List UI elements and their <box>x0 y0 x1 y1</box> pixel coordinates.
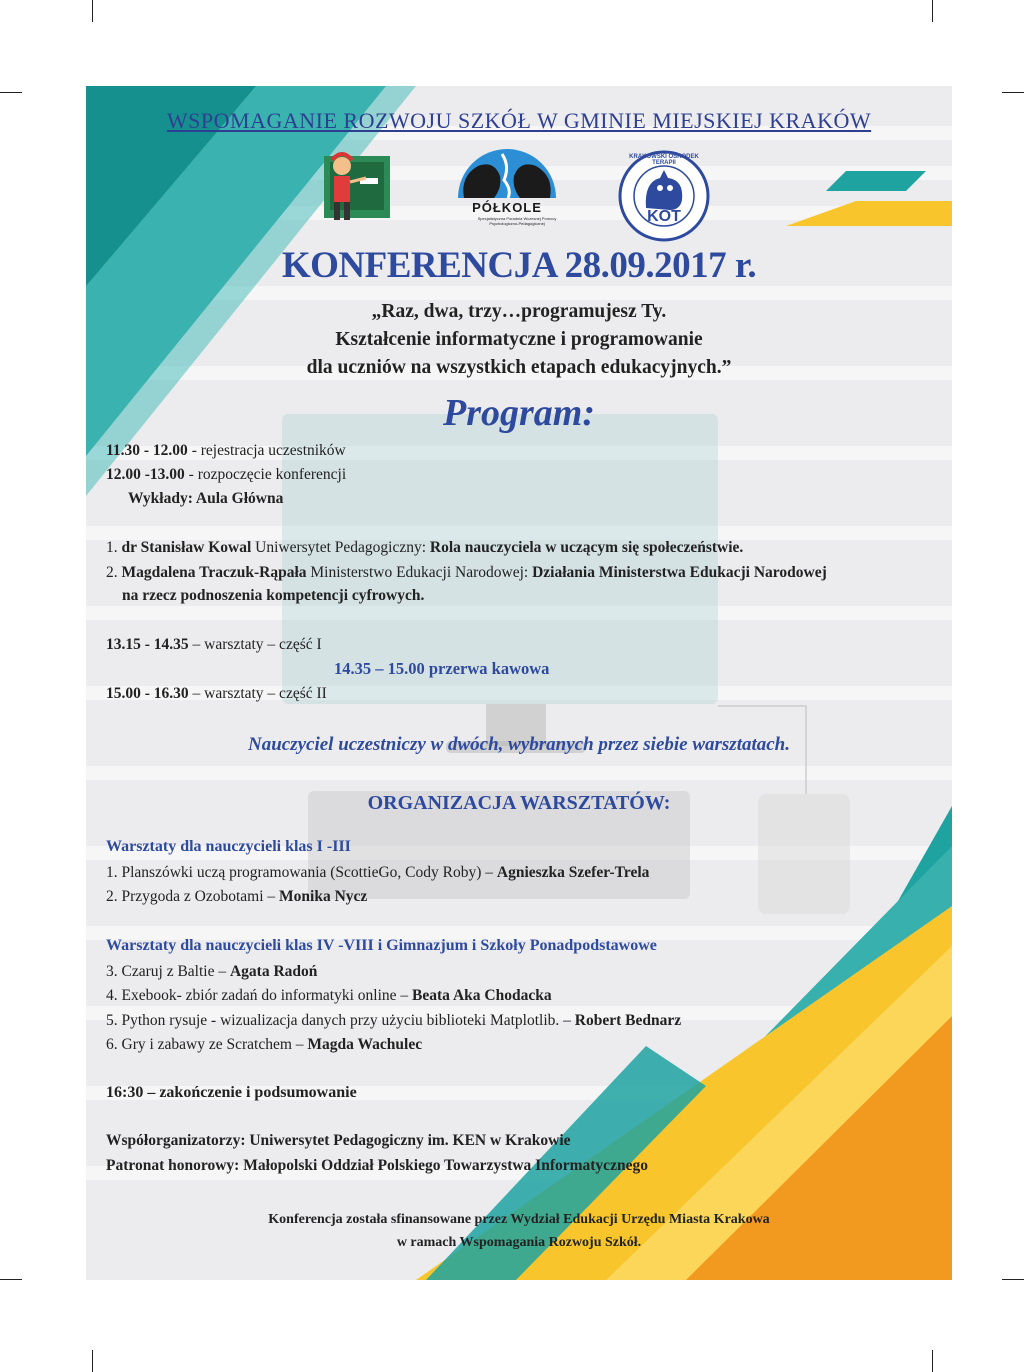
workshop-item <box>106 887 367 907</box>
schedule-text: – warsztaty – część II <box>188 685 327 702</box>
talk-title: Działania Ministerstwa Edukacji Narodowej <box>532 564 827 581</box>
polkole-name: PÓŁKOLE <box>472 200 542 215</box>
group-1-heading: Warsztaty dla nauczycieli klas I -III <box>106 838 351 855</box>
talk-1 <box>106 538 743 558</box>
workshop-author: Monika Nycz <box>279 888 368 905</box>
co-organizers-label: Współorganizatorzy: <box>106 1132 250 1149</box>
subtitle-line: Kształcenie informatyczne i programowanie <box>335 329 703 350</box>
workshop-title: 3. Czaruj z Baltie – <box>106 963 230 980</box>
workshop-item <box>106 863 649 883</box>
conference-subtitle <box>86 298 952 382</box>
talk-2-title-cont: na rzecz podnoszenia kompetencji cyfrowych. <box>122 587 425 604</box>
crop-mark <box>0 92 22 93</box>
time-label: 13.15 - 14.35 <box>106 636 189 653</box>
kot-name: KOT <box>647 208 681 225</box>
schedule-opening <box>106 465 346 485</box>
time-label: 15.00 - 16.30 <box>106 685 189 702</box>
honorary-patronage <box>106 1156 648 1176</box>
schedule-text: – warsztaty – część I <box>188 636 322 653</box>
polkole-subtitle: Specjalistyczna Poradnia Wczesnej Pomocy Psychologiczno-Pedagogicznej <box>477 216 557 226</box>
coffee-break: 14.35 – 15.00 przerwa kawowa <box>334 659 550 678</box>
workshop-item <box>106 986 552 1006</box>
co-organizers-value: Uniwersytet Pedagogiczny im. KEN w Krakowie <box>249 1132 571 1149</box>
participation-note: Nauczyciel uczestniczy w dwóch, wybranych przez siebie warsztatach. <box>247 734 791 755</box>
time-label: 11.30 - 12.00 <box>106 442 188 459</box>
workshop-title: 6. Gry i zabawy ze Scratchem – <box>106 1036 308 1053</box>
workshop-title: 5. Python rysuje - wizualizacja danych przy użyciu biblioteki Matplotlib. – <box>106 1012 575 1029</box>
co-organizers <box>106 1131 571 1151</box>
funding-line: w ramach Wspomagania Rozwoju Szkół. <box>396 1235 642 1250</box>
flyer-page <box>86 86 952 1280</box>
crop-mark <box>1002 1279 1024 1280</box>
workshop-session-2 <box>106 684 327 704</box>
workshop-author: Agata Radoń <box>229 963 318 980</box>
workshop-author: Robert Bednarz <box>574 1012 682 1029</box>
workshop-title: 1. Planszówki uczą programowania (ScottieGo, Cody Roby) – <box>106 864 497 881</box>
talk-2 <box>106 563 827 583</box>
workshop-author: Beata Aka Chodacka <box>412 987 552 1004</box>
organization-title: ORGANIZACJA WARSZTATÓW: <box>367 792 671 814</box>
group-2-heading: Warsztaty dla nauczycieli klas IV -VIII i Gimnazjum i Szkoły Ponadpodstawowe <box>106 937 657 954</box>
kot-ring-text: KRAKOWSKI OŚRODEK TERAPII <box>629 154 699 166</box>
funding-line: Konferencja została sfinansowane przez Wydział Edukacji Urzędu Miasta Krakowa <box>268 1212 770 1227</box>
subtitle-line: dla uczniów na wszystkich etapach edukacyjnych.” <box>306 357 732 378</box>
polkole-logo <box>454 146 560 230</box>
crop-mark <box>92 0 93 22</box>
workshop-title: 4. Exebook- zbiór zadań do informatyki online – <box>106 987 413 1004</box>
crop-mark <box>932 0 933 22</box>
school-logo <box>314 148 396 230</box>
workshop-title: 2. Przygoda z Ozobotami – <box>106 888 280 905</box>
schedule-registration <box>106 441 346 461</box>
workshop-item <box>106 962 317 982</box>
talk-speaker: Magdalena Traczuk-Rąpała <box>121 564 307 581</box>
patronage-value: Małopolski Oddział Polskiego Towarzystwa Informatycznego <box>243 1157 648 1174</box>
schedule-text: - rejestracja uczestników <box>187 442 346 459</box>
workshop-item <box>106 1035 422 1055</box>
talk-number: 1. <box>106 539 122 556</box>
kot-logo <box>616 148 712 244</box>
teacher-board-icon <box>314 148 396 230</box>
crop-mark <box>932 1350 933 1372</box>
time-label: 12.00 -13.00 <box>106 466 185 483</box>
closing-line: 16:30 – zakończenie i podsumowanie <box>106 1084 357 1101</box>
talk-org: Uniwersytet Pedagogiczny: <box>251 539 430 556</box>
talk-number: 2. <box>106 564 122 581</box>
crop-mark <box>1002 92 1024 93</box>
workshop-author: Agnieszka Szefer-Trela <box>496 864 650 881</box>
schedule-text: - rozpoczęcie konferencji <box>184 466 347 483</box>
crop-mark <box>92 1350 93 1372</box>
patronage-label: Patronat honorowy: <box>106 1157 244 1174</box>
talk-org: Ministerstwo Edukacji Narodowej: <box>306 564 533 581</box>
header-title: WSPOMAGANIE ROZWOJU SZKÓŁ W GMINIE MIEJSKIEJ KRAKÓW <box>166 108 872 133</box>
workshop-item <box>106 1011 681 1031</box>
crop-mark <box>0 1279 22 1280</box>
subtitle-line: „Raz, dwa, trzy…programujesz Ty. <box>371 301 667 322</box>
lectures-location: Wykłady: Aula Główna <box>128 490 284 507</box>
talk-speaker: dr Stanisław Kowal <box>121 539 252 556</box>
workshop-session-1 <box>106 635 322 655</box>
conference-title: KONFERENCJA 28.09.2017 r. <box>281 245 757 286</box>
talk-title: Rola nauczyciela w uczącym się społeczeństwie. <box>429 539 744 556</box>
program-title: Program: <box>443 392 595 434</box>
workshop-author: Magda Wachulec <box>307 1036 423 1053</box>
